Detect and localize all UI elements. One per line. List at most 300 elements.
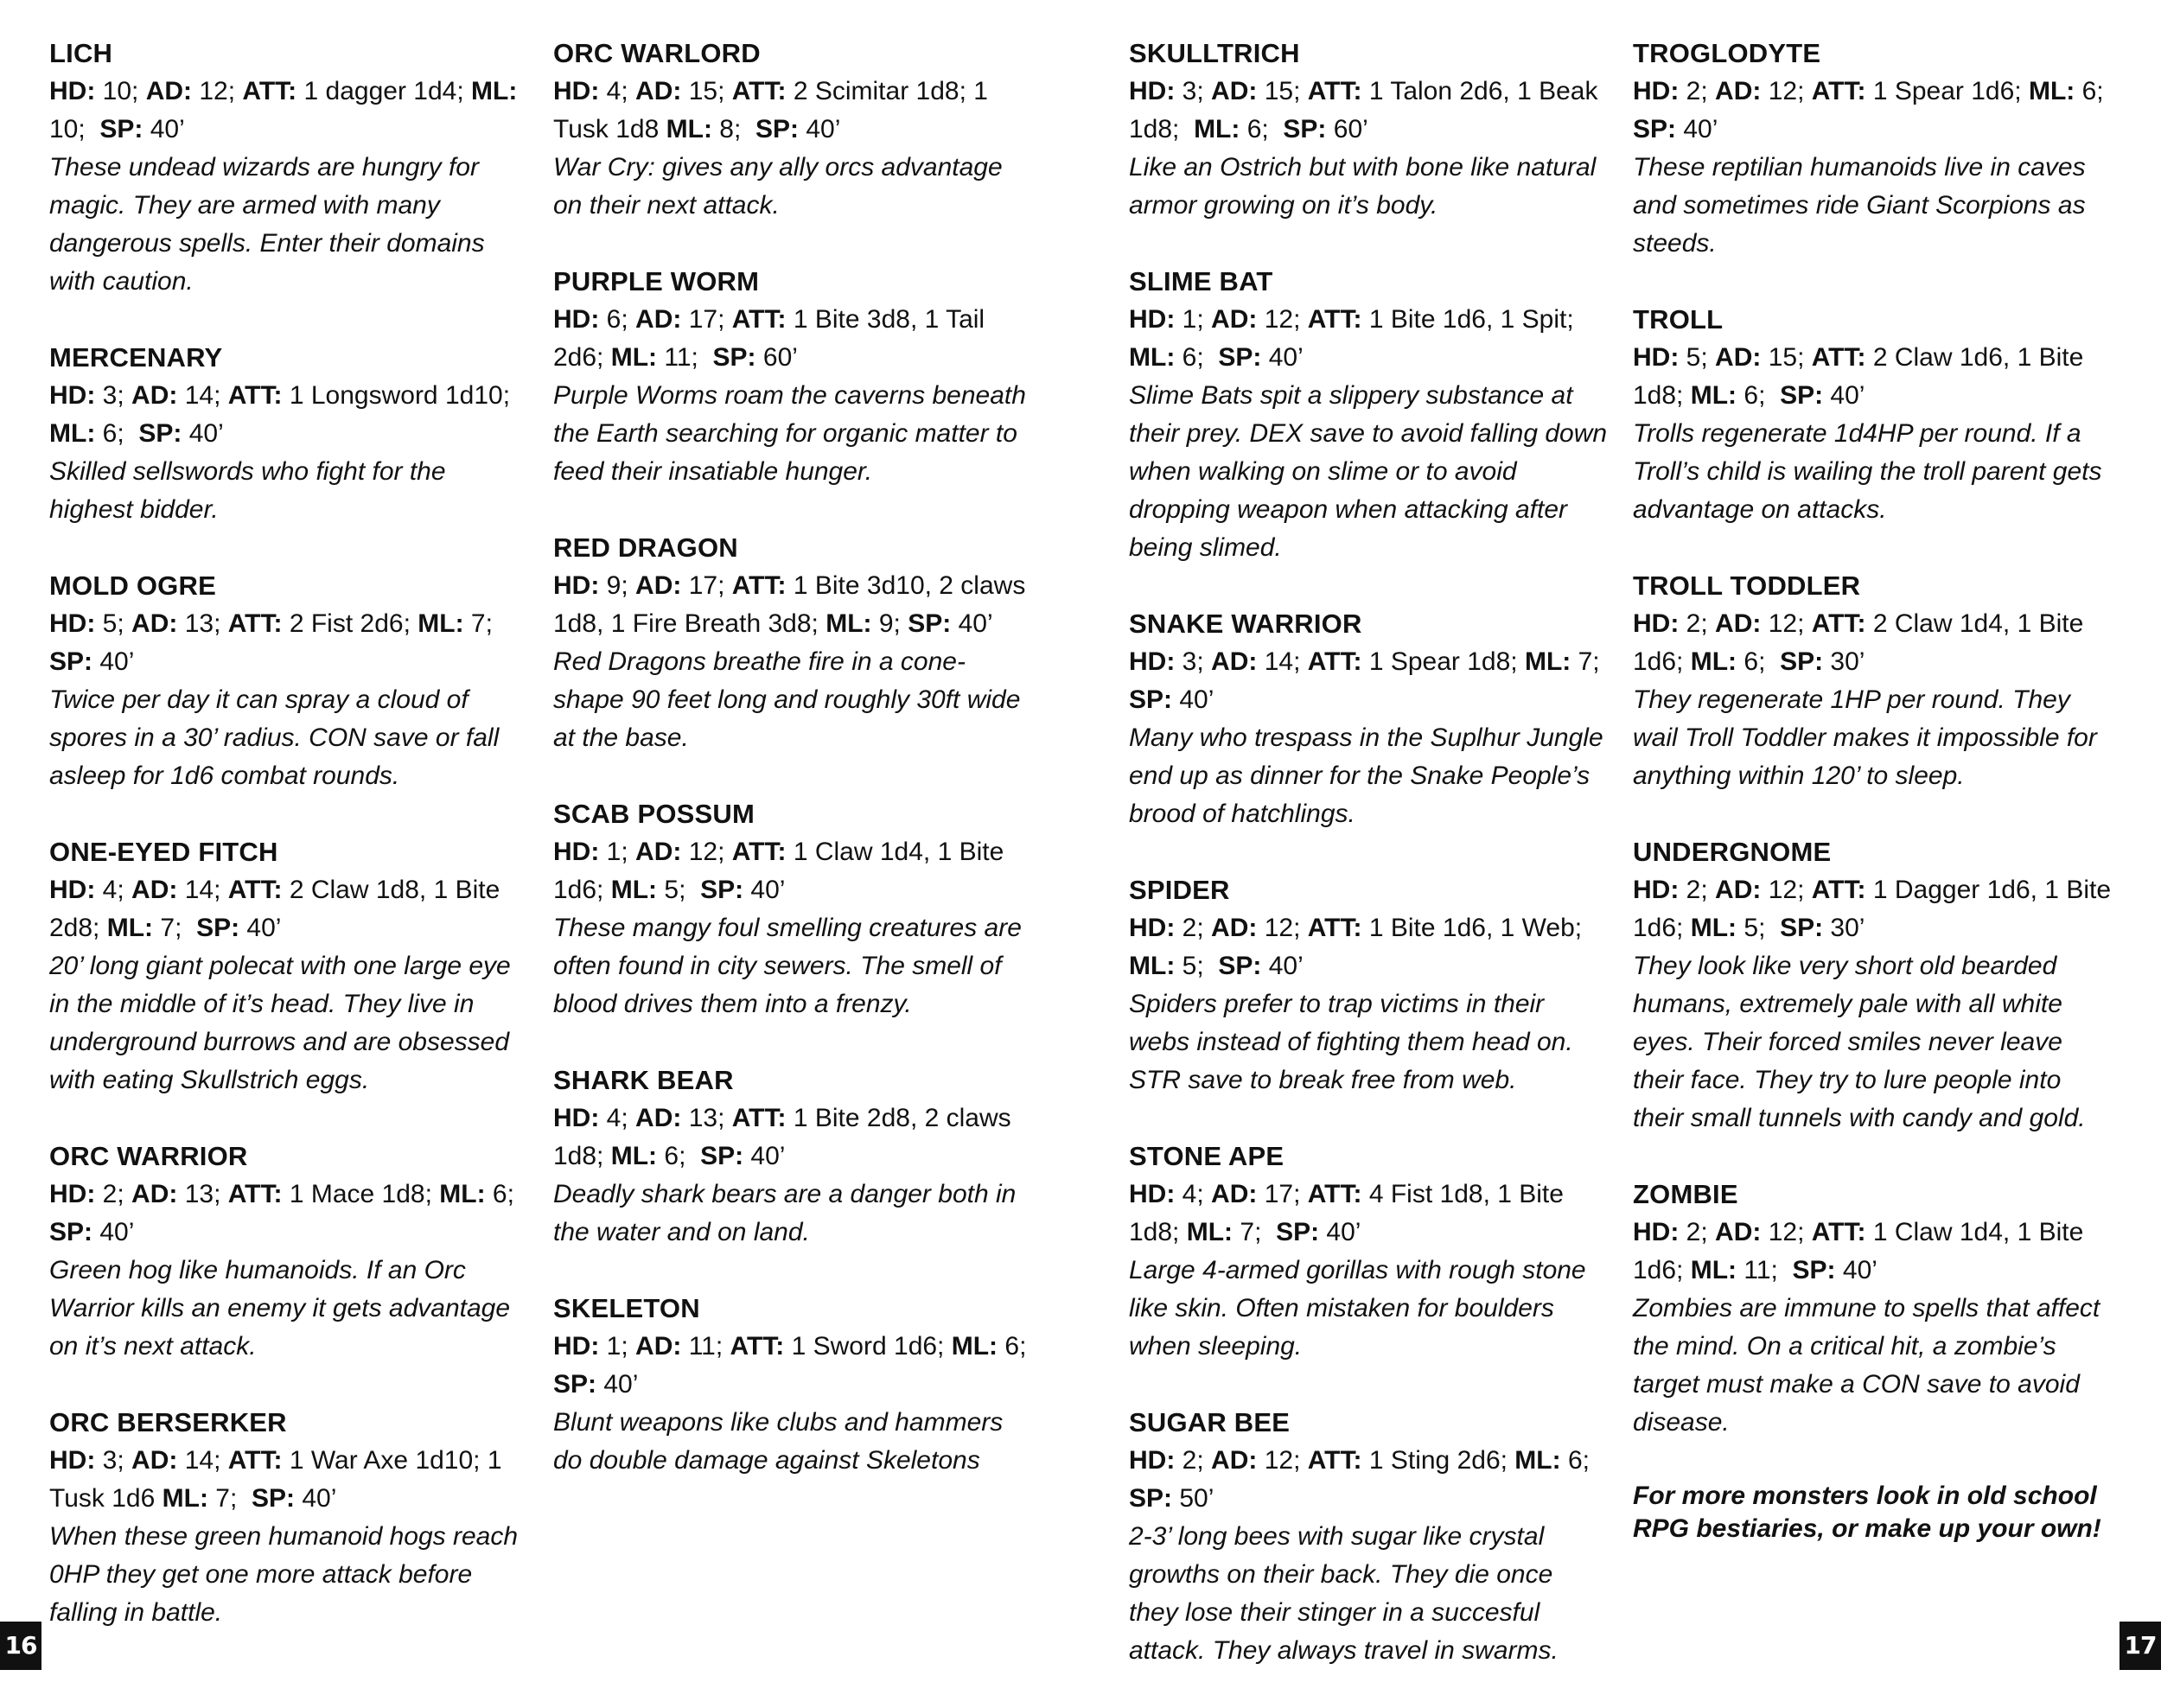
monster-entry <box>49 833 529 1099</box>
stat-value: 5; <box>1175 952 1219 980</box>
closing-note: For more monsters look in old school RPG bestiaries, or make up your own! <box>1633 1482 2101 1543</box>
monster-name: SUGAR BEE <box>1129 1407 1291 1437</box>
stat-value: 40’ <box>182 419 224 448</box>
monster-name: TROLL TODDLER <box>1633 570 1861 601</box>
stat-label: SP: <box>1780 914 1824 942</box>
stat-label: HD: <box>1129 647 1176 676</box>
stat-label: ATT: <box>731 305 787 334</box>
monster-name: SHARK BEAR <box>553 1065 734 1095</box>
column-4 <box>1633 35 2119 1545</box>
monster-description: These mangy foul smelling creatures are often found in city sewers. The smell of blood drives them into a frenzy. <box>553 914 1022 1018</box>
stat-value: 11; <box>1737 1256 1793 1284</box>
stat-value: 2 Claw 1d6, 1 Bite 1d8; <box>1633 343 2091 410</box>
monster-name: SLIME BAT <box>1129 266 1273 296</box>
stat-label: HD: <box>49 876 96 904</box>
stat-label: SP: <box>1792 1256 1836 1284</box>
stat-label: HD: <box>49 381 96 410</box>
stat-value: 6; <box>1240 115 1284 143</box>
stat-value: 5; <box>657 876 701 904</box>
stat-label: ATT: <box>1307 1446 1362 1475</box>
monster-name: SKELETON <box>553 1293 700 1323</box>
stat-value: 40’ <box>1261 952 1304 980</box>
stat-label: ATT: <box>1811 343 1866 372</box>
stat-label: HD: <box>1633 1218 1680 1246</box>
monster-entry <box>1633 567 2113 795</box>
monster-entry <box>49 35 529 301</box>
monster-entry <box>1633 301 2113 529</box>
stat-value: 6; <box>657 1142 701 1170</box>
monster-entry <box>49 1404 529 1632</box>
stat-value: 14; <box>177 381 228 410</box>
stat-label: SP: <box>1633 115 1677 143</box>
monster-description: Spiders prefer to trap victims in their webs instead of fighting them head on. STR save to break free from web. <box>1129 990 1573 1094</box>
monster-entry <box>553 1290 1042 1480</box>
stat-value: 1 dagger 1d4; <box>296 77 471 105</box>
stat-label: AD: <box>145 77 193 105</box>
stat-value: 4; <box>1175 1180 1212 1208</box>
monster-description: Trolls regenerate 1d4HP per round. If a Troll’s child is wailing the troll parent gets advantage on attacks. <box>1633 419 2102 524</box>
stat-value: 12; <box>1761 1218 1812 1246</box>
monster-entry <box>49 339 529 529</box>
stat-value: 12; <box>1761 876 1812 904</box>
monster-entry <box>553 263 1033 491</box>
monster-name: LICH <box>49 38 113 68</box>
stat-label: ATT: <box>242 77 297 105</box>
stat-label: ATT: <box>1811 876 1866 904</box>
monster-entry <box>1633 35 2119 263</box>
stat-value: 2; <box>1679 876 1716 904</box>
stat-label: ATT: <box>227 609 283 638</box>
stat-value: 1 War Axe 1d10; 1 Tusk 1d6 <box>49 1446 509 1513</box>
monster-stats <box>553 73 1033 149</box>
stat-label: SP: <box>1218 343 1262 372</box>
stat-label: HD: <box>553 838 600 866</box>
stat-value: 1 Bite 3d10, 2 claws 1d8, 1 Fire Breath 3d8; <box>553 571 1033 638</box>
stat-value: 7; <box>1233 1218 1277 1246</box>
stat-value: 40’ <box>798 115 841 143</box>
stat-label: ATT: <box>731 77 787 105</box>
monster-description: Twice per day it can spray a cloud of spores in a 30’ radius. CON save or fall asleep for 1d6 combat rounds. <box>49 685 500 790</box>
stat-value: 6; <box>1560 1446 1604 1475</box>
monster-description: These undead wizards are hungry for magic. They are armed with many dangerous spells. Enter their domains with caution. <box>49 153 485 296</box>
monster-stats <box>1633 339 2113 415</box>
stat-value: 40’ <box>143 115 185 143</box>
stat-label: HD: <box>1633 876 1680 904</box>
monster-description: Purple Worms roam the caverns beneath the Earth searching for organic matter to feed their insatiable hunger. <box>553 381 1026 486</box>
stat-value: 6; <box>1737 381 1781 410</box>
stat-label: SP: <box>1218 952 1262 980</box>
page-number-right: 17 <box>2120 1622 2161 1670</box>
stat-label: HD: <box>553 77 600 105</box>
stat-value: 1 Claw 1d4, 1 Bite 1d6; <box>553 838 1011 904</box>
stat-label: ATT: <box>1307 305 1362 334</box>
stat-label: AD: <box>1211 914 1258 942</box>
monster-entry <box>553 35 1033 225</box>
monster-stats <box>1129 73 1609 149</box>
stat-value: 30’ <box>1823 647 1865 676</box>
monster-description: War Cry: gives any ally orcs advantage on their next attack. <box>553 153 1003 220</box>
stat-label: HD: <box>1129 1180 1176 1208</box>
stat-value: 1 Sting 2d6; <box>1361 1446 1515 1475</box>
stat-value: 12; <box>1257 914 1308 942</box>
stat-label: SP: <box>1283 115 1327 143</box>
monster-description: Deadly shark bears are a danger both in the water and on land. <box>553 1180 1017 1246</box>
stat-value: 12; <box>1257 305 1308 334</box>
monster-description: Many who trespass in the Suplhur Jungle end up as dinner for the Snake People’s brood of hatchlings. <box>1129 723 1603 828</box>
stat-label: ATT: <box>227 876 283 904</box>
monster-name: ORC BERSERKER <box>49 1407 287 1437</box>
monster-entry <box>553 795 1033 1023</box>
monster-name: SNAKE WARRIOR <box>1129 609 1362 639</box>
monster-description: Blunt weapons like clubs and hammers do double damage against Skeletons <box>553 1408 1004 1475</box>
stat-label: AD: <box>131 876 178 904</box>
stat-value: 5; <box>1737 914 1781 942</box>
monster-description: Green hog like humanoids. If an Orc Warrior kills an enemy it gets advantage on it’s next attack. <box>49 1256 511 1361</box>
stat-label: ATT: <box>227 1446 283 1475</box>
stat-label: SP: <box>1276 1218 1320 1246</box>
stat-label: SP: <box>553 1370 597 1399</box>
stat-label: HD: <box>1129 77 1176 105</box>
monster-stats <box>49 871 529 947</box>
monster-stats <box>49 377 529 453</box>
stat-value: 8; <box>711 115 755 143</box>
stat-label: HD: <box>1633 343 1680 372</box>
stat-value: 1; <box>1175 305 1212 334</box>
stat-value: 2 Fist 2d6; <box>282 609 418 638</box>
stat-label: ML: <box>1690 647 1737 676</box>
stat-value: 1 Bite 2d8, 2 claws 1d8; <box>553 1104 1018 1170</box>
stat-value: 2; <box>1679 1218 1716 1246</box>
stat-label: ATT: <box>1811 77 1866 105</box>
stat-label: SP: <box>700 876 744 904</box>
stat-label: AD: <box>635 1104 682 1132</box>
stat-label: HD: <box>49 1180 96 1208</box>
monster-name: ZOMBIE <box>1633 1179 1738 1209</box>
stat-label: ATT: <box>731 571 787 600</box>
column-2 <box>553 35 1042 1518</box>
stat-value: 1 Mace 1d8; <box>282 1180 440 1208</box>
monster-entry <box>49 567 529 795</box>
stat-label: AD: <box>635 77 682 105</box>
stat-value: 9; <box>871 609 908 638</box>
monster-name: SPIDER <box>1129 875 1230 905</box>
stat-value: 40’ <box>92 647 135 676</box>
monster-description: Zombies are immune to spells that affect the mind. On a critical hit, a zombie’s target must make a CON save to avoid disease. <box>1633 1294 2100 1437</box>
stat-label: HD: <box>49 609 96 638</box>
stat-value: 6; <box>998 1332 1042 1361</box>
stat-value: 2; <box>1175 914 1212 942</box>
stat-value: 7; <box>153 914 197 942</box>
stat-value: 6; <box>2075 77 2119 105</box>
monster-stats <box>1129 909 1609 985</box>
stat-value: 2; <box>1679 77 1716 105</box>
stat-label: SP: <box>1780 647 1824 676</box>
monster-description: Like an Ostrich but with bone like natural armor growing on it’s body. <box>1129 153 1597 220</box>
stat-value: 14; <box>177 1446 228 1475</box>
stat-value: 6; <box>1175 343 1219 372</box>
monster-stats <box>49 605 529 681</box>
stat-value: 5; <box>1679 343 1716 372</box>
monster-entry <box>1129 263 1609 567</box>
stat-label: HD: <box>1129 914 1176 942</box>
stat-value: 12; <box>192 77 243 105</box>
stat-label: AD: <box>1211 305 1258 334</box>
stat-value: 50’ <box>1172 1484 1214 1513</box>
stat-label: ML: <box>2028 77 2075 105</box>
monster-stats <box>1633 871 2119 947</box>
monster-description: 2-3’ long bees with sugar like crystal growths on their back. They die once they lose their stinger in a succesful attack. They always travel in swarms. <box>1129 1522 1559 1665</box>
monster-stats <box>1633 73 2119 149</box>
monster-stats <box>1129 301 1609 377</box>
stat-value: 4 Fist 1d8, 1 Bite 1d8; <box>1129 1180 1571 1246</box>
stat-label: ML: <box>1186 1218 1233 1246</box>
stat-value: 12; <box>1257 1446 1308 1475</box>
monster-entry <box>1129 35 1609 225</box>
monster-name: MERCENARY <box>49 342 223 373</box>
monster-stats <box>49 1176 529 1252</box>
monster-entry <box>1129 605 1615 833</box>
stat-label: ML: <box>951 1332 998 1361</box>
monster-stats <box>553 301 1033 377</box>
stat-label: ML: <box>1129 952 1176 980</box>
stat-value: 40’ <box>743 876 786 904</box>
monster-entry <box>1633 1176 2113 1442</box>
column-1 <box>49 35 529 1670</box>
stat-label: ATT: <box>731 1104 787 1132</box>
stat-label: SP: <box>712 343 756 372</box>
stat-value: 6; <box>95 419 139 448</box>
stat-value: 1; <box>599 838 636 866</box>
monster-description: Large 4-armed gorillas with rough stone like skin. Often mistaken for boulders when sleeping. <box>1129 1256 1586 1361</box>
stat-label: ATT: <box>227 381 283 410</box>
stat-value: 4; <box>599 1104 636 1132</box>
stat-value: 9; <box>599 571 636 600</box>
stat-value: 11; <box>657 343 713 372</box>
stat-label: SP: <box>251 1484 295 1513</box>
stat-value: 1; <box>599 1332 636 1361</box>
stat-label: AD: <box>1715 343 1762 372</box>
stat-value: 15; <box>1257 77 1308 105</box>
monster-entry <box>49 1138 529 1366</box>
stat-label: HD: <box>553 1104 600 1132</box>
stat-value: 15; <box>1761 343 1812 372</box>
stat-label: AD: <box>1715 609 1762 638</box>
stat-label: ML: <box>1194 115 1240 143</box>
stat-label: HD: <box>1633 609 1680 638</box>
monster-entry <box>1129 1404 1609 1670</box>
stat-value: 1 Spear 1d8; <box>1361 647 1525 676</box>
stat-value: 40’ <box>1676 115 1718 143</box>
stat-value: 14; <box>1257 647 1308 676</box>
stat-value: 40’ <box>1319 1218 1361 1246</box>
stat-value: 40’ <box>743 1142 786 1170</box>
stat-label: AD: <box>131 609 178 638</box>
stat-label: ML: <box>1524 647 1571 676</box>
monster-description: Red Dragons breathe fire in a cone-shape 90 feet long and roughly 30ft wide at the base. <box>553 647 1021 752</box>
stat-label: SP: <box>1129 685 1173 714</box>
monster-stats <box>1633 605 2113 681</box>
stat-label: ML: <box>610 343 658 372</box>
stat-value: 1 Spear 1d6; <box>1865 77 2029 105</box>
monster-description: These reptilian humanoids live in caves and sometimes ride Giant Scorpions as steeds. <box>1633 153 2086 258</box>
stat-label: ATT: <box>1307 914 1362 942</box>
stat-value: 15; <box>681 77 732 105</box>
stat-label: HD: <box>553 571 600 600</box>
stat-value: 2; <box>1679 609 1716 638</box>
stat-value: 17; <box>1257 1180 1308 1208</box>
stat-label: HD: <box>553 305 600 334</box>
stat-label: AD: <box>635 305 682 334</box>
stat-label: AD: <box>1715 1218 1762 1246</box>
stat-value: 3; <box>95 1446 132 1475</box>
stat-label: AD: <box>1211 647 1258 676</box>
stat-value: 3; <box>1175 77 1212 105</box>
monster-description: Skilled sellswords who fight for the highest bidder. <box>49 457 446 524</box>
stat-value: 2; <box>95 1180 132 1208</box>
stat-label: ATT: <box>731 838 787 866</box>
stat-value: 6; <box>485 1180 522 1208</box>
monster-name: ORC WARLORD <box>553 38 761 68</box>
stat-label: SP: <box>700 1142 744 1170</box>
stat-label: SP: <box>755 115 799 143</box>
stat-value: 40’ <box>1835 1256 1877 1284</box>
stat-value: 17; <box>681 305 732 334</box>
stat-value: 1 Talon 2d6, 1 Beak 1d8; <box>1129 77 1605 143</box>
stat-label: HD: <box>1129 305 1176 334</box>
stat-label: SP: <box>99 115 143 143</box>
stat-value: 40’ <box>1172 685 1214 714</box>
stat-label: ML: <box>826 609 872 638</box>
stat-label: ATT: <box>1811 609 1866 638</box>
stat-value: 3; <box>1175 647 1212 676</box>
monster-name: ONE-EYED FITCH <box>49 837 278 867</box>
stat-value: 1 Bite 1d6, 1 Spit; <box>1361 305 1581 334</box>
stat-label: ML: <box>1690 914 1737 942</box>
stat-label: ML: <box>439 1180 486 1208</box>
stat-value: 40’ <box>1823 381 1865 410</box>
stat-label: AD: <box>131 1446 178 1475</box>
stat-label: ATT: <box>1307 647 1362 676</box>
monster-stats <box>553 1328 1042 1404</box>
stat-label: ML: <box>666 115 712 143</box>
stat-label: AD: <box>1715 77 1762 105</box>
monster-entry <box>1633 833 2119 1138</box>
stat-value: 5; <box>95 609 132 638</box>
monster-stats <box>553 1099 1033 1176</box>
stat-value: 13; <box>177 1180 228 1208</box>
monster-stats <box>49 73 529 149</box>
monster-stats <box>1129 1442 1609 1518</box>
monster-stats <box>1129 1176 1609 1252</box>
stat-label: ML: <box>1690 381 1737 410</box>
stat-label: AD: <box>1715 876 1762 904</box>
stat-value: 1 Bite 1d6, 1 Web; <box>1361 914 1590 942</box>
stat-label: SP: <box>1129 1484 1173 1513</box>
monster-name: TROLL <box>1633 304 1724 335</box>
stat-label: ML: <box>1129 343 1176 372</box>
stat-label: ML: <box>49 419 96 448</box>
stat-value: 40’ <box>596 1370 639 1399</box>
stat-label: ML: <box>610 1142 658 1170</box>
stat-label: SP: <box>49 1218 93 1246</box>
stat-value: 10; <box>95 77 146 105</box>
monster-description: They regenerate 1HP per round. They wail Troll Toddler makes it impossible for anything within 120’ to sleep. <box>1633 685 2097 790</box>
stat-value: 13; <box>681 1104 732 1132</box>
stat-value: 11; <box>681 1332 730 1361</box>
stat-label: HD: <box>1129 1446 1176 1475</box>
stat-value: 30’ <box>1823 914 1865 942</box>
stat-value: 14; <box>177 876 228 904</box>
stat-value: 12; <box>1761 77 1812 105</box>
stat-value: 1 Bite 3d8, 1 Tail 2d6; <box>553 305 992 372</box>
monster-name: UNDERGNOME <box>1633 837 1832 867</box>
monster-description: 20’ long giant polecat with one large eye in the middle of it’s head. They live in underground burrows and are obsessed with eating Skullstrich eggs. <box>49 952 511 1094</box>
monster-description: When these green humanoid hogs reach 0HP they get one more attack before falling in battle. <box>49 1522 519 1627</box>
stat-value: 40’ <box>951 609 993 638</box>
stat-label: HD: <box>553 1332 600 1361</box>
stat-value: 6; <box>1737 647 1781 676</box>
monster-entry <box>1129 1138 1609 1366</box>
monster-stats <box>1633 1214 2113 1290</box>
stat-label: SP: <box>138 419 182 448</box>
stat-value: 1 Claw 1d4, 1 Bite 1d6; <box>1633 1218 2091 1284</box>
stat-value: 2 Scimitar 1d8; 1 Tusk 1d8 <box>553 77 995 143</box>
stat-value: 10; <box>49 77 525 143</box>
monster-stats <box>1129 643 1615 719</box>
stat-label: SP: <box>1780 381 1824 410</box>
stat-label: HD: <box>49 1446 96 1475</box>
monster-name: PURPLE WORM <box>553 266 760 296</box>
stat-label: AD: <box>131 381 178 410</box>
monster-name: RED DRAGON <box>553 532 738 563</box>
stat-value: 1 Longsword 1d10; <box>282 381 518 410</box>
stat-value: 1 Sword 1d6; <box>784 1332 952 1361</box>
stat-label: SP: <box>908 609 952 638</box>
stat-label: AD: <box>635 1332 682 1361</box>
monster-entry <box>553 529 1033 757</box>
page-number-left: 16 <box>0 1622 41 1670</box>
stat-value: 40’ <box>1261 343 1304 372</box>
monster-name: ORC WARRIOR <box>49 1141 248 1171</box>
stat-value: 7; <box>1571 647 1615 676</box>
monster-stats <box>553 833 1033 909</box>
stat-label: ATT: <box>227 1180 283 1208</box>
stat-label: ATT: <box>730 1332 785 1361</box>
stat-value: 40’ <box>294 1484 337 1513</box>
stat-label: ML: <box>1514 1446 1561 1475</box>
stat-value: 40’ <box>92 1218 135 1246</box>
stat-label: AD: <box>1211 1180 1258 1208</box>
stat-value: 60’ <box>755 343 798 372</box>
monster-entry <box>1129 871 1609 1099</box>
stat-label: AD: <box>635 838 682 866</box>
stat-value: 13; <box>177 609 228 638</box>
stat-value: 7; <box>207 1484 252 1513</box>
monster-name: SCAB POSSUM <box>553 799 755 829</box>
stat-label: AD: <box>1211 77 1258 105</box>
stat-value: 17; <box>681 571 732 600</box>
monster-stats <box>49 1442 529 1518</box>
stat-label: HD: <box>1633 77 1680 105</box>
monster-description: They look like very short old bearded humans, extremely pale with all white eyes. Their forced smiles never leave their face. They try to lure people into their small tunnels with candy and gold. <box>1633 952 2086 1132</box>
monster-name: TROGLODYTE <box>1633 38 1821 68</box>
stat-value: 6; <box>599 305 636 334</box>
stat-value: 1 Dagger 1d6, 1 Bite 1d6; <box>1633 876 2119 942</box>
stat-label: ML: <box>418 609 464 638</box>
monster-name: STONE APE <box>1129 1141 1284 1171</box>
stat-value: 2 Claw 1d8, 1 Bite 2d8; <box>49 876 507 942</box>
monster-stats <box>553 567 1033 643</box>
